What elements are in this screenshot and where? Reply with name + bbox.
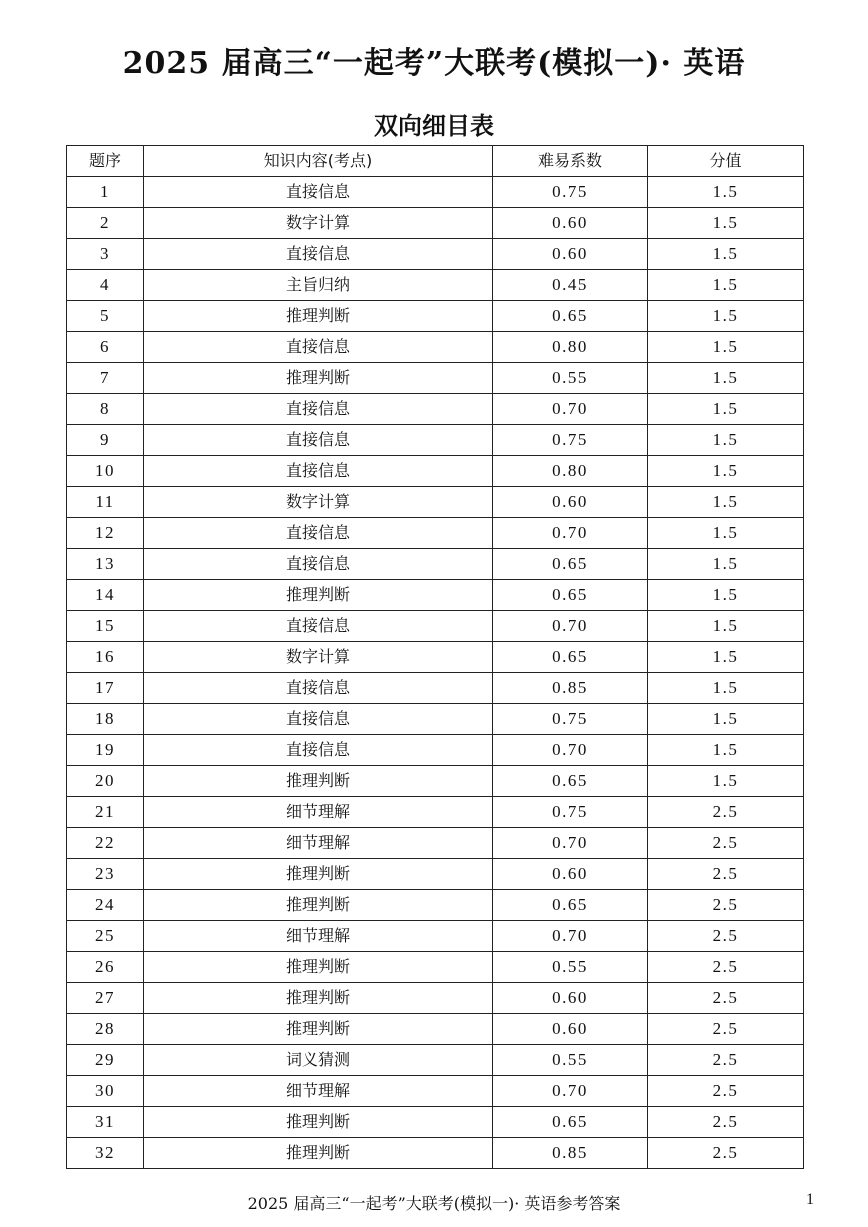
difficulty-cell: 0.65 [493,890,648,921]
score-cell: 1.5 [648,766,804,797]
knowledge-content-cell: 直接信息 [144,549,493,580]
table-row [67,1107,804,1138]
score-cell: 1.5 [648,239,804,270]
table-row [67,1045,804,1076]
knowledge-content-cell: 数字计算 [144,208,493,239]
knowledge-content-cell: 直接信息 [144,177,493,208]
table-row [67,642,804,673]
question-number-cell: 27 [67,983,144,1014]
score-cell: 1.5 [648,177,804,208]
table-row [67,611,804,642]
question-number-cell: 22 [67,828,144,859]
knowledge-content-cell: 直接信息 [144,425,493,456]
score-cell: 1.5 [648,456,804,487]
table-row [67,673,804,704]
score-cell: 1.5 [648,270,804,301]
question-number-cell: 6 [67,332,144,363]
document-title: 2025 届高三“一起考”大联考(模拟一)· 英语 [122,46,746,81]
table-row [67,952,804,983]
difficulty-cell: 0.65 [493,301,648,332]
knowledge-content-cell: 推理判断 [144,301,493,332]
table-row [67,580,804,611]
difficulty-cell: 0.55 [493,1045,648,1076]
question-number-cell: 17 [67,673,144,704]
score-cell: 1.5 [648,208,804,239]
table-header-row [67,146,804,177]
header-question-number: 题序 [67,146,144,177]
table-row [67,239,804,270]
table-row [67,177,804,208]
knowledge-content-cell: 直接信息 [144,611,493,642]
knowledge-content-cell: 推理判断 [144,1014,493,1045]
page-footer: 2025 届高三“一起考”大联考(模拟一)· 英语参考答案 [247,1194,621,1213]
question-number-cell: 8 [67,394,144,425]
difficulty-cell: 0.80 [493,332,648,363]
knowledge-content-cell: 推理判断 [144,766,493,797]
difficulty-cell: 0.55 [493,363,648,394]
table-body [67,177,804,1169]
question-number-cell: 11 [67,487,144,518]
difficulty-cell: 0.70 [493,518,648,549]
header-score: 分值 [648,146,804,177]
page-number: 1 [806,1191,814,1208]
knowledge-content-cell: 直接信息 [144,735,493,766]
score-cell: 2.5 [648,859,804,890]
knowledge-content-cell: 直接信息 [144,239,493,270]
knowledge-content-cell: 直接信息 [144,673,493,704]
table-row [67,797,804,828]
difficulty-cell: 0.60 [493,208,648,239]
table-row [67,487,804,518]
table-row [67,921,804,952]
table-row [67,766,804,797]
question-number-cell: 18 [67,704,144,735]
table-row [67,859,804,890]
score-cell: 2.5 [648,1107,804,1138]
knowledge-content-cell: 细节理解 [144,828,493,859]
table-row [67,735,804,766]
knowledge-content-cell: 推理判断 [144,983,493,1014]
score-cell: 1.5 [648,580,804,611]
score-cell: 2.5 [648,828,804,859]
table-row [67,828,804,859]
difficulty-cell: 0.60 [493,859,648,890]
knowledge-content-cell: 直接信息 [144,332,493,363]
table-row [67,1076,804,1107]
question-number-cell: 4 [67,270,144,301]
table-row [67,704,804,735]
difficulty-cell: 0.70 [493,828,648,859]
question-number-cell: 13 [67,549,144,580]
question-number-cell: 23 [67,859,144,890]
score-cell: 2.5 [648,797,804,828]
table-title: 双向细目表 [374,112,494,140]
score-cell: 1.5 [648,301,804,332]
score-cell: 2.5 [648,1138,804,1169]
score-cell: 1.5 [648,673,804,704]
table-row [67,890,804,921]
knowledge-content-cell: 直接信息 [144,456,493,487]
score-cell: 1.5 [648,487,804,518]
score-cell: 1.5 [648,611,804,642]
score-cell: 1.5 [648,394,804,425]
score-cell: 2.5 [648,983,804,1014]
score-cell: 1.5 [648,363,804,394]
knowledge-content-cell: 细节理解 [144,797,493,828]
difficulty-cell: 0.70 [493,735,648,766]
question-number-cell: 29 [67,1045,144,1076]
score-cell: 1.5 [648,425,804,456]
knowledge-content-cell: 直接信息 [144,704,493,735]
difficulty-cell: 0.70 [493,611,648,642]
question-number-cell: 31 [67,1107,144,1138]
difficulty-cell: 0.60 [493,487,648,518]
table-row [67,332,804,363]
score-cell: 1.5 [648,735,804,766]
question-number-cell: 15 [67,611,144,642]
knowledge-content-cell: 主旨归纳 [144,270,493,301]
difficulty-cell: 0.70 [493,1076,648,1107]
difficulty-cell: 0.75 [493,797,648,828]
difficulty-cell: 0.70 [493,394,648,425]
header-knowledge-content: 知识内容(考点) [144,146,493,177]
difficulty-cell: 0.45 [493,270,648,301]
question-number-cell: 32 [67,1138,144,1169]
difficulty-cell: 0.80 [493,456,648,487]
difficulty-cell: 0.60 [493,1014,648,1045]
knowledge-content-cell: 数字计算 [144,642,493,673]
score-cell: 1.5 [648,704,804,735]
question-number-cell: 2 [67,208,144,239]
knowledge-content-cell: 直接信息 [144,394,493,425]
table-row [67,549,804,580]
score-cell: 1.5 [648,332,804,363]
difficulty-cell: 0.75 [493,425,648,456]
question-number-cell: 10 [67,456,144,487]
question-number-cell: 16 [67,642,144,673]
table-row [67,1138,804,1169]
question-number-cell: 9 [67,425,144,456]
question-number-cell: 30 [67,1076,144,1107]
knowledge-content-cell: 推理判断 [144,1107,493,1138]
difficulty-cell: 0.75 [493,704,648,735]
specification-table [66,145,804,1169]
score-cell: 2.5 [648,890,804,921]
table-row [67,394,804,425]
table-row [67,425,804,456]
table-row [67,301,804,332]
table-row [67,363,804,394]
knowledge-content-cell: 细节理解 [144,921,493,952]
question-number-cell: 5 [67,301,144,332]
score-cell: 2.5 [648,921,804,952]
difficulty-cell: 0.65 [493,766,648,797]
difficulty-cell: 0.75 [493,177,648,208]
table-row [67,1014,804,1045]
knowledge-content-cell: 推理判断 [144,363,493,394]
question-number-cell: 7 [67,363,144,394]
knowledge-content-cell: 数字计算 [144,487,493,518]
table-row [67,456,804,487]
knowledge-content-cell: 推理判断 [144,859,493,890]
question-number-cell: 24 [67,890,144,921]
score-cell: 2.5 [648,1045,804,1076]
table-row [67,270,804,301]
question-number-cell: 21 [67,797,144,828]
difficulty-cell: 0.60 [493,239,648,270]
knowledge-content-cell: 直接信息 [144,518,493,549]
knowledge-content-cell: 推理判断 [144,890,493,921]
question-number-cell: 12 [67,518,144,549]
question-number-cell: 14 [67,580,144,611]
difficulty-cell: 0.70 [493,921,648,952]
table-row [67,518,804,549]
score-cell: 1.5 [648,642,804,673]
difficulty-cell: 0.65 [493,549,648,580]
difficulty-cell: 0.60 [493,983,648,1014]
difficulty-cell: 0.65 [493,580,648,611]
knowledge-content-cell: 推理判断 [144,952,493,983]
score-cell: 2.5 [648,1076,804,1107]
table-row [67,208,804,239]
knowledge-content-cell: 推理判断 [144,580,493,611]
question-number-cell: 26 [67,952,144,983]
question-number-cell: 25 [67,921,144,952]
difficulty-cell: 0.85 [493,1138,648,1169]
knowledge-content-cell: 词义猜测 [144,1045,493,1076]
header-difficulty: 难易系数 [493,146,648,177]
question-number-cell: 19 [67,735,144,766]
difficulty-cell: 0.65 [493,1107,648,1138]
score-cell: 1.5 [648,549,804,580]
question-number-cell: 1 [67,177,144,208]
question-number-cell: 20 [67,766,144,797]
difficulty-cell: 0.65 [493,642,648,673]
question-number-cell: 28 [67,1014,144,1045]
knowledge-content-cell: 推理判断 [144,1138,493,1169]
question-number-cell: 3 [67,239,144,270]
difficulty-cell: 0.85 [493,673,648,704]
difficulty-cell: 0.55 [493,952,648,983]
knowledge-content-cell: 细节理解 [144,1076,493,1107]
score-cell: 2.5 [648,1014,804,1045]
table-row [67,983,804,1014]
score-cell: 1.5 [648,518,804,549]
score-cell: 2.5 [648,952,804,983]
